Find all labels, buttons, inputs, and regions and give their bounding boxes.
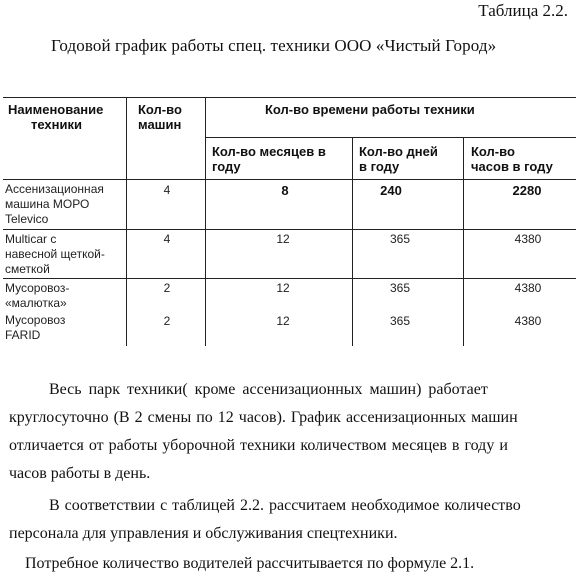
table-title: Годовой график работы спец. техники ООО «Чистый Город» (51, 36, 497, 55)
header-name: Наименование техники (8, 102, 104, 132)
table-row-3-months: 12 (276, 281, 290, 295)
header-hours: Кол-во часов в году (471, 144, 553, 174)
table-row-1-months: 8 (281, 183, 289, 198)
table-row-1-days: 240 (380, 183, 402, 198)
table-row-3-count: 2 (163, 281, 171, 295)
table-row-4-hours: 4380 (514, 314, 542, 328)
table-row-4-days: 365 (389, 314, 411, 328)
table-row-3-name: Мусоровоз- «малютка» (5, 281, 70, 310)
table-label: Таблица 2.2. (478, 1, 568, 20)
paragraph-1: Весь парк техники( кроме ассенизационных машин) работает круглосуточно (В 2 смены по 12 часов). График ассенизационных машин отличается от работы уборочной техники количеством месяцев в году и часов работы в день. (9, 381, 518, 482)
header-days: Кол-во дней в году (359, 144, 438, 174)
table-row-4-months: 12 (276, 314, 290, 328)
table-row-4-count: 2 (163, 314, 171, 328)
table-row-1-hours: 2280 (512, 183, 542, 198)
header-months: Кол-во месяцев в году (212, 144, 326, 174)
table-row-3-days: 365 (389, 281, 411, 295)
table-row-2-days: 365 (389, 232, 411, 246)
paragraph-2: В соответствии с таблицей 2.2. рассчитаем необходимое количество персонала для управления и обслуживания спецтехники. (9, 497, 521, 542)
table-row-1-count: 4 (163, 183, 171, 197)
table-row-2-name: Multicar с навесной щеткой- сметкой (5, 232, 105, 276)
table-row-2-count: 4 (163, 232, 171, 246)
table-row-4-name: Мусоровоз FARID (5, 313, 66, 342)
paragraph-3: Потребное количество водителей рассчитывается по формуле 2.1. (25, 555, 475, 572)
table-row-2-hours: 4380 (514, 232, 542, 246)
table-row-3-hours: 4380 (514, 281, 542, 295)
table-row-1-name: Ассенизационная машина МОРО Televico (5, 182, 104, 226)
table-row-2-months: 12 (276, 232, 290, 246)
header-count: Кол-во машин (138, 102, 182, 132)
header-work-time: Кол-во времени работы техники (265, 102, 475, 117)
